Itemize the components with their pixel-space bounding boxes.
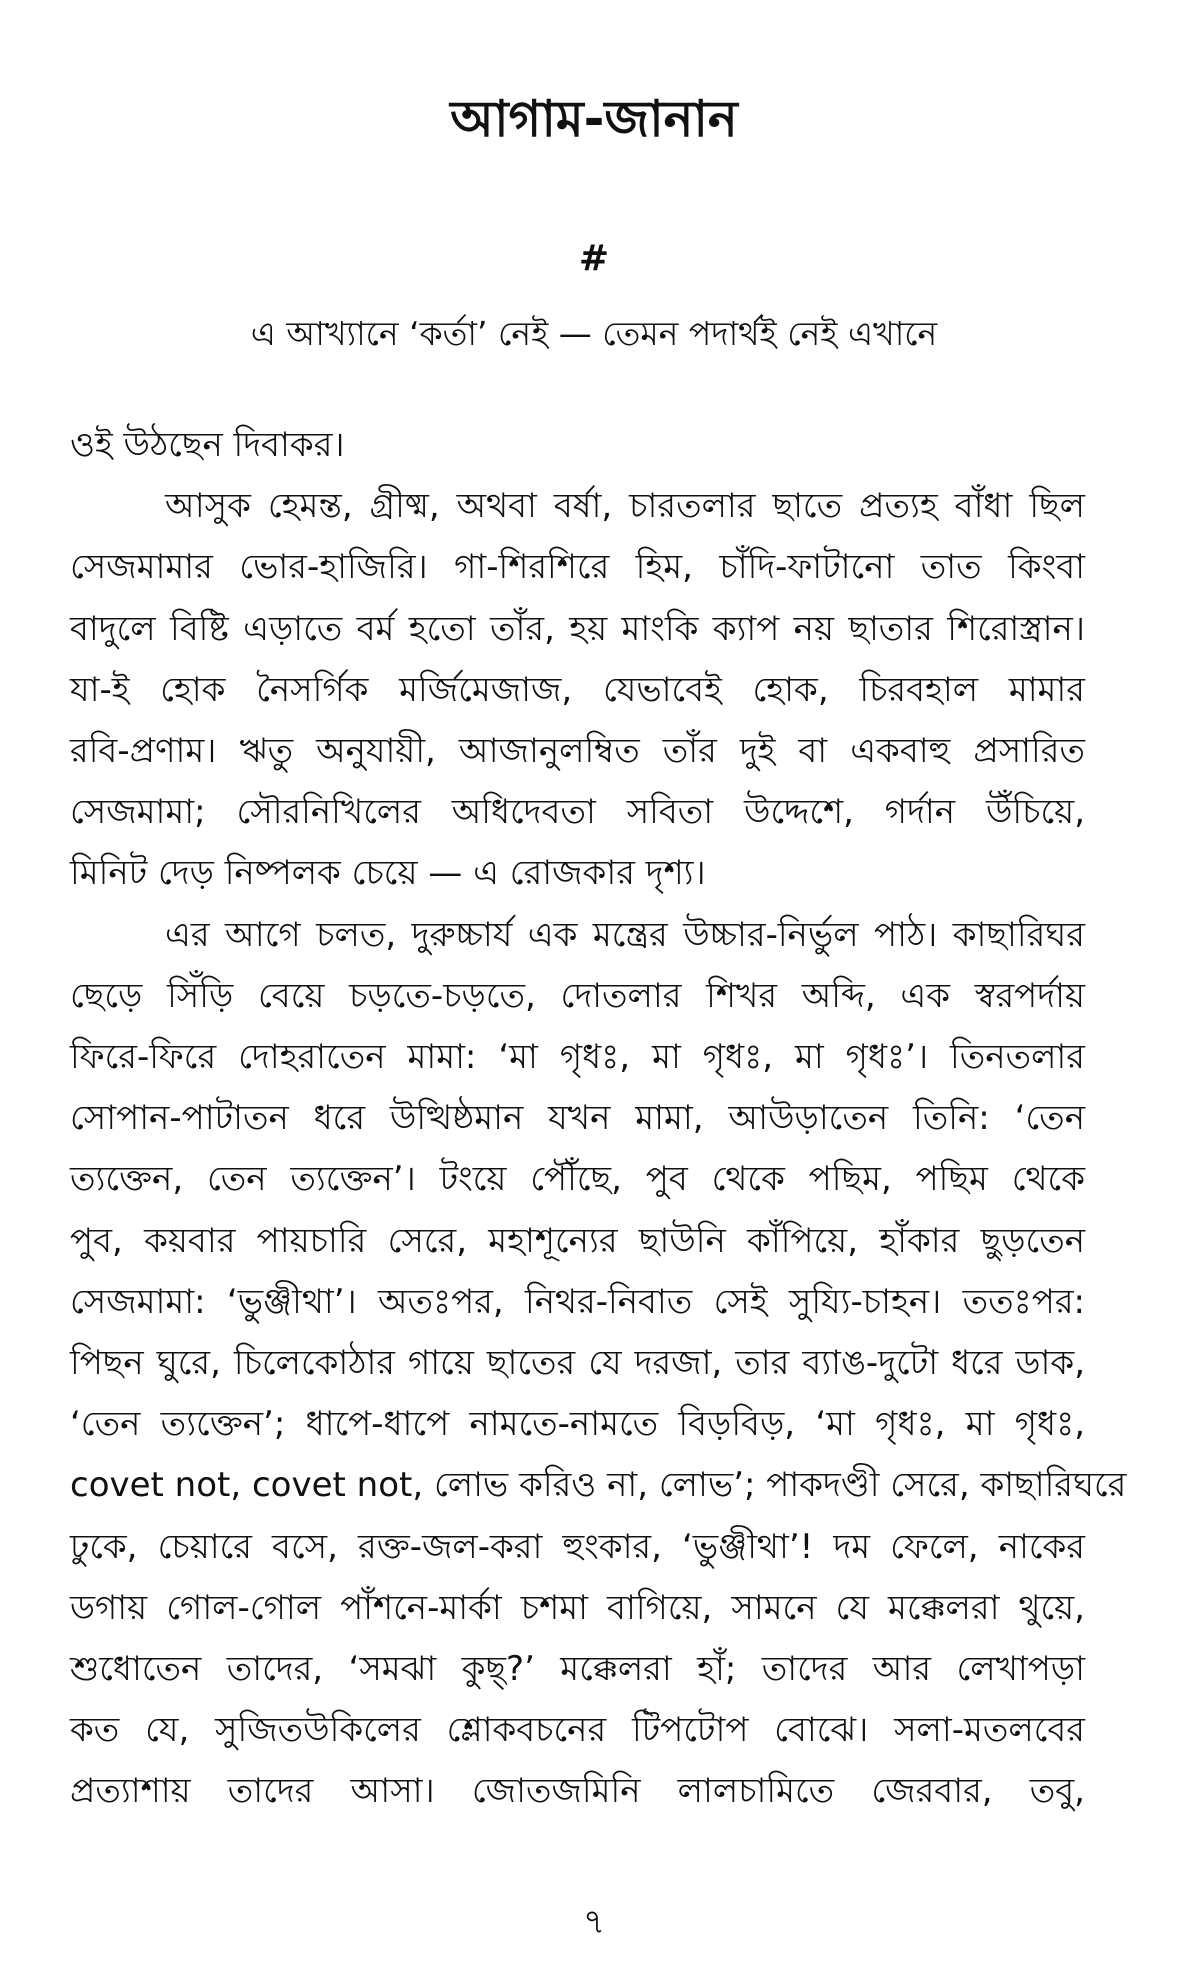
text-line: পিছন ঘুরে, চিলেকোঠার গায়ে ছাতের যে দরজা, তার ব্যাঙ-দুটো ধরে ডাক, bbox=[70, 1343, 1085, 1383]
text-line: সেজমামার ভোর-হাজিরি। গা-শিরশিরে হিম, চাঁদি-ফাটানো তাত কিংবা bbox=[70, 547, 1085, 588]
page-number: ৭ bbox=[582, 1902, 606, 1942]
text-line: সেজমামা; সৌরনিখিলের অধিদেবতা সবিতা উদ্দেশে, গর্দান উঁচিয়ে, bbox=[70, 792, 1085, 833]
text-line: ‘তেন ত্যক্তেন’; ধাপে-ধাপে নামতে-নামতে বিড়বিড়, ‘মা গৃধঃ, মা গৃধঃ, bbox=[70, 1404, 1085, 1445]
text-line: এর আগে চলত, দুরুচ্চার্য এক মন্ত্রের উচ্চার-নির্ভুল পাঠ। কাছারিঘর bbox=[165, 914, 1085, 955]
text-line: ত্যক্তেন, তেন ত্যক্তেন’। টংয়ে পৌঁছে, পুব থেকে পছিম, পছিম থেকে bbox=[70, 1159, 1085, 1200]
text-line: ওই উঠছেন দিবাকর। bbox=[70, 425, 345, 465]
text-line: প্রত্যাশায় তাদের আসা। জোতজমিনি লালচামিতে জেরবার, তবু, bbox=[70, 1771, 1085, 1812]
text-line: যা-ই হোক নৈসর্গিক মর্জিমেজাজ, যেভাবেই হোক, চিরবহাল মামার bbox=[70, 669, 1085, 710]
text-line: ফিরে-ফিরে দোহরাতেন মামা: ‘মা গৃধঃ, মা গৃধঃ, মা গৃধঃ’। তিনতলার bbox=[70, 1037, 1085, 1077]
text-line: সেজমামা: ‘ভুঞ্জীথা’। অতঃপর, নিথর-নিবাত সেই সুয্যি-চাহন। ততঃপর: bbox=[70, 1281, 1085, 1322]
text-line: রবি-প্রণাম। ঋতু অনুযায়ী, আজানুলম্বিত তাঁর দুই বা একবাহু প্রসারিত bbox=[70, 731, 1085, 771]
text-line: শুধোতেন তাদের, ‘সমঝা কুছ্?’ মক্কেলরা হাঁ; তাদের আর লেখাপড়া bbox=[70, 1649, 1085, 1689]
chapter-subtitle: এ আখ্যানে ‘কর্তা’ নেই — তেমন পদার্থই নেই এখানে bbox=[250, 314, 938, 353]
chapter-title: আগাম-জানান bbox=[450, 90, 738, 148]
text-line: covet not, covet not, লোভ করিও না, লোভ’; পাকদণ্ডী সেরে, কাছারিঘরে bbox=[70, 1465, 1127, 1506]
text-line: ঢুকে, চেয়ারে বসে, রক্ত-জল-করা হুংকার, ‘ভুঞ্জীথা’! দম ফেলে, নাকের bbox=[70, 1526, 1085, 1567]
text-line: ডগায় গোল-গোল পাঁশনে-মার্কা চশমা বাগিয়ে, সামনে যে মক্কেলরা থুয়ে, bbox=[70, 1587, 1085, 1628]
text-line: আসুক হেমন্ত, গ্রীষ্ম, অথবা বর্ষা, চারতলার ছাতে প্রত্যহ বাঁধা ছিল bbox=[165, 486, 1085, 527]
text-line: কত যে, সুজিতউকিলের শ্লোকবচনের টিপটোপ বোঝে। সলা-মতলবের bbox=[70, 1710, 1085, 1751]
text-line: ছেড়ে সিঁড়ি বেয়ে চড়তে-চড়তে, দোতলার শিখর অব্দি, এক স্বরপর্দায় bbox=[70, 975, 1085, 1016]
text-line: মিনিট দেড় নিষ্পলক চেয়ে — এ রোজকার দৃশ্য। bbox=[70, 853, 706, 894]
text-line: বাদুলে বিষ্টি এড়াতে বর্ম হতো তাঁর, হয় মাংকি ক্যাপ নয় ছাতার শিরোস্ত্রান। bbox=[70, 608, 1085, 649]
text-line: সোপান-পাটাতন ধরে উত্থিষ্ঠমান যখন মামা, আউড়াতেন তিনি: ‘তেন bbox=[70, 1098, 1085, 1139]
text-line: পুব, কয়বার পায়চারি সেরে, মহাশূন্যের ছাউনি কাঁপিয়ে, হাঁকার ছুড়তেন bbox=[70, 1220, 1085, 1261]
section-mark: # bbox=[578, 238, 610, 279]
